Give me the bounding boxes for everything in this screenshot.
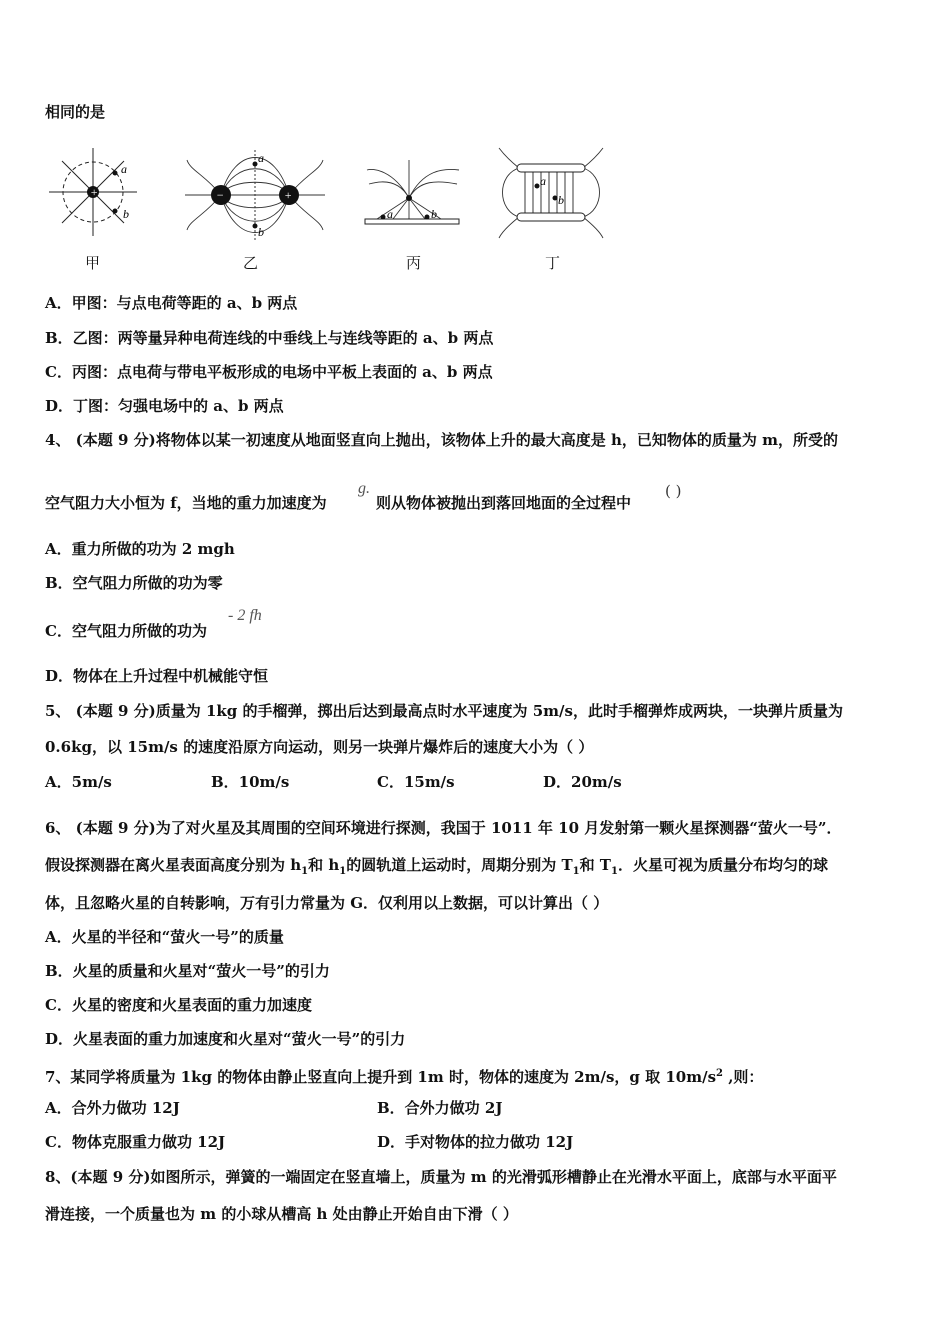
label-b-bing: b: [431, 207, 437, 221]
q3-option-b: B．乙图：两等量异种电荷连线的中垂线上与连线等距的 a、b 两点: [45, 329, 494, 347]
q3-option-d: D．丁图：匀强电场中的 a、b 两点: [45, 397, 284, 415]
label-a-yi: a: [258, 151, 264, 165]
figure-yi: [185, 140, 325, 272]
label-a: a: [121, 162, 127, 176]
q5-stem-line1: 5、 (本题 9 分)质量为 1kg 的手榴弹，掷出后达到最高点时水平速度为 5m/s，此时手榴弹炸成两块，一块弹片质量为: [45, 702, 843, 720]
q6-option-a: A．火星的半径和“萤火一号”的质量: [45, 928, 284, 946]
label-b-ding: b: [558, 193, 564, 207]
q4-option-c: C．空气阻力所做的功为: [45, 622, 207, 640]
q3-option-a: A．甲图：与点电荷等距的 a、b 两点: [45, 294, 298, 312]
q7-option-d: D．手对物体的拉力做功 12J: [377, 1133, 574, 1151]
q4-stem-line1: 4、 (本题 9 分)将物体以某一初速度从地面竖直向上抛出，该物体上升的最大高度是 h，已知物体的质量为 m，所受的: [45, 431, 838, 449]
label-b-yi: b: [258, 225, 264, 239]
q7-option-a: A．合外力做功 12J: [45, 1099, 180, 1117]
q4-stem-line2a: 空气阻力大小恒为 f，当地的重力加速度为: [45, 494, 327, 512]
charge-plate-diagram: [363, 140, 463, 250]
q5-option-a: A．5m/s: [45, 773, 112, 791]
q8-stem-line1: 8、(本题 9 分)如图所示，弹簧的一端固定在竖直墙上，质量为 m 的光滑弧形槽静止在光滑水平面上，底部与水平面平: [45, 1168, 837, 1186]
point-charge-diagram: [45, 140, 140, 250]
figure-label-jia: 甲: [85, 254, 101, 272]
uniform-field-diagram: [497, 140, 607, 250]
q4-g-symbol: g.: [358, 480, 370, 497]
svg-text:−: −: [216, 188, 225, 202]
q6-stem-line3: 体，且忽略火星的自转影响，万有引力常量为 G．仅利用以上数据，可以计算出（ ）: [45, 894, 609, 912]
figure-label-bing: 丙: [406, 254, 422, 272]
q6-option-b: B．火星的质量和火星对“萤火一号”的引力: [45, 962, 330, 980]
q3-option-c: C．丙图：点电荷与带电平板形成的电场中平板上表面的 a、b 两点: [45, 363, 493, 381]
q6-option-d: D．火星表面的重力加速度和火星对“萤火一号”的引力: [45, 1030, 406, 1048]
q5-option-d: D．20m/s: [543, 773, 622, 791]
label-a-bing: a: [387, 207, 393, 221]
q6-stem-line2: 假设探测器在离火星表面高度分别为 $h_1$和 $h_1$的圆轨道上运动时，周期分别为 $T_1$和 $T_1$．火星可视为质量分布均匀的球: [45, 856, 828, 877]
q4-answer-paren: ( ): [665, 482, 682, 500]
q7-stem: 7、某同学将质量为 1kg 的物体由静止竖直向上提升到 1m 时，物体的速度为 2m/s，g 取 $10m/s^2$ ,则：: [45, 1068, 764, 1086]
label-a-ding: a: [540, 174, 546, 188]
q4-option-c-math: - 2 fh: [228, 607, 262, 624]
q4-option-d: D．物体在上升过程中机械能守恒: [45, 667, 269, 685]
figure-jia: [45, 140, 140, 272]
dipole-diagram: [185, 140, 325, 250]
q5-option-c: C．15m/s: [377, 773, 455, 791]
figure-label-ding: 丁: [545, 254, 561, 272]
q4-option-b: B．空气阻力所做的功为零: [45, 574, 223, 592]
figure-label-yi: 乙: [243, 254, 259, 272]
q6-option-c: C．火星的密度和火星表面的重力加速度: [45, 996, 312, 1014]
q5-option-b: B．10m/s: [211, 773, 290, 791]
q6-stem-line1: 6、 (本题 9 分)为了对火星及其周围的空间环境进行探测，我国于 1011 年 10 月发射第一颗火星探测器“萤火一号”．: [45, 819, 842, 837]
svg-text:+: +: [284, 188, 293, 202]
q5-stem-line2: 0.6kg，以 15m/s 的速度沿原方向运动，则另一块弹片爆炸后的速度大小为（ ）: [45, 738, 594, 756]
intro-text: 相同的是: [45, 103, 106, 121]
label-b: b: [123, 207, 129, 221]
q7-option-c: C．物体克服重力做功 12J: [45, 1133, 226, 1151]
q7-option-b: B．合外力做功 2J: [377, 1099, 503, 1117]
q4-option-a: A．重力所做的功为 2 mgh: [45, 540, 235, 558]
q4-stem-line2b: 则从物体被抛出到落回地面的全过程中: [376, 494, 632, 512]
q8-stem-line2: 滑连接，一个质量也为 m 的小球从槽高 h 处由静止开始自由下滑（ ）: [45, 1205, 518, 1223]
svg-text:+: +: [90, 185, 99, 199]
field-figures: [45, 140, 625, 280]
figure-bing: [363, 140, 463, 272]
figure-ding: [497, 140, 607, 272]
